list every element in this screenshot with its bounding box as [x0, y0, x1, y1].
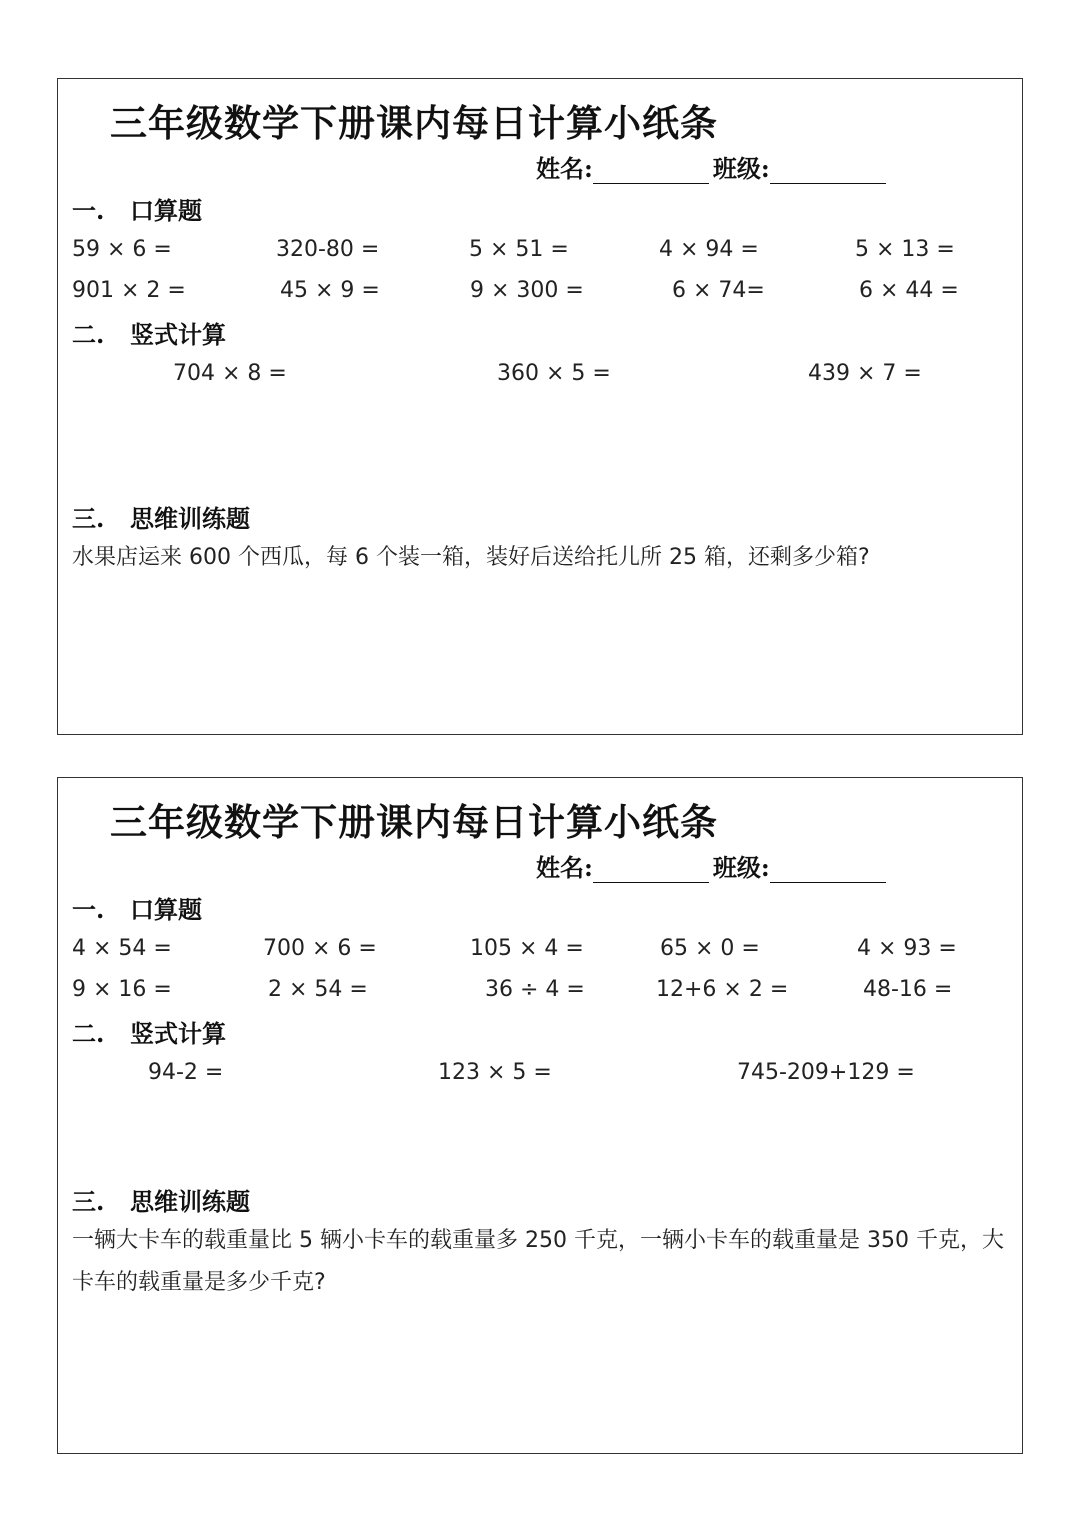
oral-item: 5 × 51 = [469, 237, 569, 262]
oral-item: 320-80 = [276, 237, 380, 262]
oral-item: 4 × 94 = [659, 237, 759, 262]
section-title: 思维训练题 [130, 504, 250, 533]
section-oral-heading [72, 890, 202, 925]
section-title: 竖式计算 [130, 1019, 226, 1048]
vertical-item: 745-209+129 = [737, 1060, 915, 1085]
oral-item: 9 × 300 = [470, 278, 584, 303]
section-thinking-heading [72, 499, 250, 534]
oral-item: 59 × 6 = [72, 237, 172, 262]
name-blank[interactable] [593, 858, 709, 883]
oral-item: 2 × 54 = [268, 977, 368, 1002]
oral-item: 48-16 = [863, 977, 953, 1002]
oral-item: 45 × 9 = [280, 278, 380, 303]
oral-item: 901 × 2 = [72, 278, 186, 303]
name-blank[interactable] [593, 159, 709, 184]
oral-item: 6 × 74= [672, 278, 765, 303]
oral-item: 4 × 54 = [72, 936, 172, 961]
section-thinking-heading [72, 1182, 250, 1217]
vertical-item: 123 × 5 = [438, 1060, 552, 1085]
name-class-line [536, 149, 890, 184]
name-label: 姓名: [536, 853, 593, 882]
section-title: 思维训练题 [130, 1187, 250, 1216]
section-number: 一. [72, 895, 105, 924]
section-number: 三. [72, 1187, 105, 1216]
section-oral-heading [72, 191, 202, 226]
oral-item: 65 × 0 = [660, 936, 760, 961]
oral-item: 6 × 44 = [859, 278, 959, 303]
class-blank[interactable] [770, 858, 886, 883]
name-label: 姓名: [536, 154, 593, 183]
vertical-item: 360 × 5 = [497, 361, 611, 386]
section-vertical-heading [72, 1014, 226, 1049]
oral-item: 4 × 93 = [857, 936, 957, 961]
oral-item: 36 ÷ 4 = [485, 977, 585, 1002]
section-vertical-heading [72, 315, 226, 350]
oral-item: 5 × 13 = [855, 237, 955, 262]
section-number: 三. [72, 504, 105, 533]
section-number: 二. [72, 1019, 105, 1048]
worksheet-title: 三年级数学下册课内每日计算小纸条 [110, 101, 718, 145]
oral-item: 700 × 6 = [263, 936, 377, 961]
section-title: 竖式计算 [130, 320, 226, 349]
section-number: 二. [72, 320, 105, 349]
word-problem: 一辆大卡车的载重量比 5 辆小卡车的载重量多 250 千克，一辆小卡车的载重量是 350 千克，大卡车的载重量是多少千克? [72, 1228, 1004, 1295]
word-problem: 水果店运来 600 个西瓜，每 6 个装一箱，装好后送给托儿所 25 箱，还剩多少箱? [72, 545, 870, 570]
vertical-item: 704 × 8 = [173, 361, 287, 386]
section-number: 一. [72, 196, 105, 225]
class-label: 班级: [712, 154, 770, 183]
oral-item: 105 × 4 = [470, 936, 584, 961]
worksheet-card-1 [57, 78, 1023, 735]
oral-item: 12+6 × 2 = [656, 977, 789, 1002]
vertical-item: 439 × 7 = [808, 361, 922, 386]
worksheet-title: 三年级数学下册课内每日计算小纸条 [110, 800, 718, 844]
oral-item: 9 × 16 = [72, 977, 172, 1002]
section-title: 口算题 [130, 196, 202, 225]
name-class-line [536, 848, 890, 883]
section-title: 口算题 [130, 895, 202, 924]
vertical-item: 94-2 = [148, 1060, 224, 1085]
class-blank[interactable] [770, 159, 886, 184]
worksheet-card-2 [57, 777, 1023, 1454]
class-label: 班级: [712, 853, 770, 882]
